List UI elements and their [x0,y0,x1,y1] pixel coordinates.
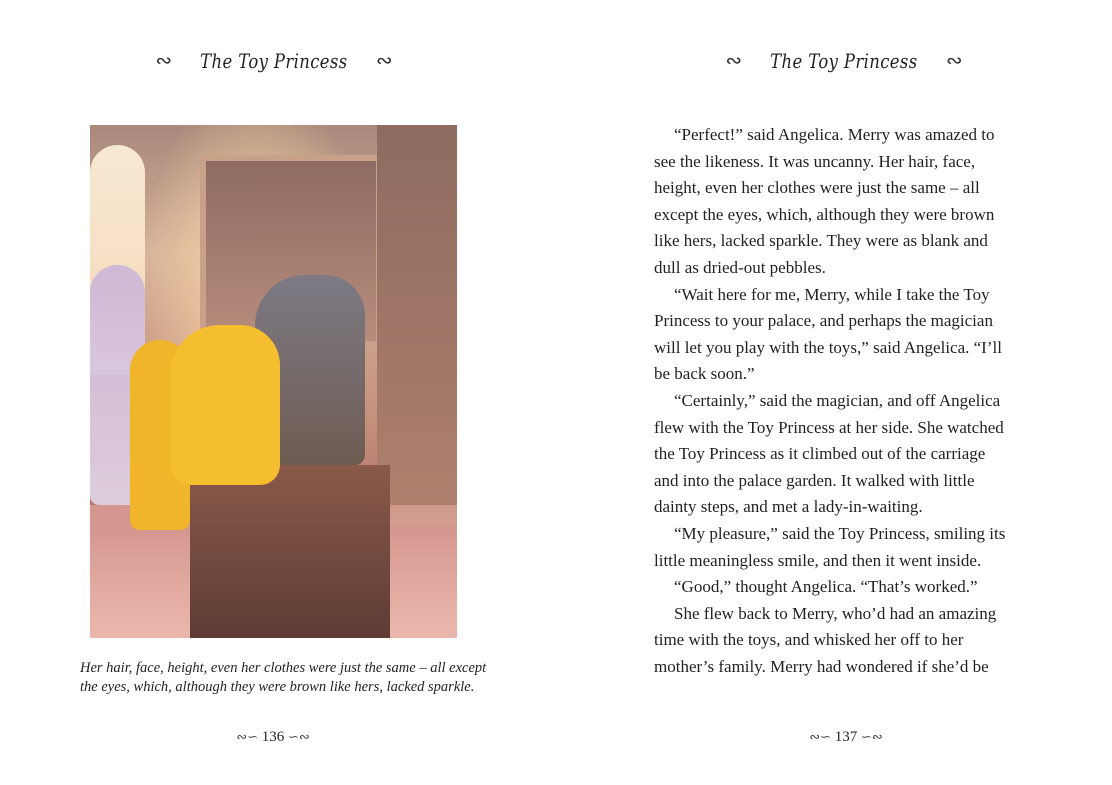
text-line: be back soon.” [654,364,755,384]
page-number-text: 136 [261,729,285,745]
flourish-icon: ∾∽ [809,729,831,744]
table [190,465,390,638]
text-line: see the likeness. It was uncanny. Her hair, face, [654,151,976,171]
text-line: flew with the Toy Princess at her side. She watched [654,417,1004,437]
text-line: Princess to your palace, and perhaps the magician [654,311,993,331]
running-title: The Toy Princess [770,48,918,73]
text-line: “Perfect!” said Angelica. Merry was amazed to [674,125,995,144]
text-line: height, even her clothes were just the same – all [654,178,980,198]
text-line: mother’s family. Merry had wondered if she’d be [654,656,989,676]
flourish-right-icon: ∾ [945,50,963,72]
running-header [566,48,1112,73]
flourish-left-icon: ∾ [155,50,173,72]
toy-princess-figure [170,325,280,485]
flourish-icon: ∾∽ [236,729,258,744]
illustration-caption [80,659,487,697]
text-line: dainty steps, and met a lady-in-waiting. [654,497,923,517]
text-line: “Wait here for me, Merry, while I take the Toy [674,284,990,304]
right-page [556,0,1112,785]
text-line: “Good,” thought Angelica. “That’s worked.” [674,577,978,597]
text-line: will let you play with the toys,” said Angelica. “I’ll [654,337,1002,357]
running-title: The Toy Princess [200,48,348,73]
page-number [0,729,551,746]
text-line: “My pleasure,” said the Toy Princess, smiling its [674,523,1006,543]
text-line: like hers, lacked sparkle. They were as blank and [654,231,988,251]
illustration [90,125,457,638]
text-line: the Toy Princess as it climbed out of the carriage [654,444,986,464]
text-line: time with the toys, and whisked her off to her [654,630,964,650]
flourish-icon: ∽∾ [861,729,883,744]
text-line: except the eyes, which, although they were brown [654,204,995,224]
flourish-icon: ∽∾ [288,729,310,744]
caption-line: the eyes, which, although they were brown like hers, lacked sparkle. [80,679,475,695]
flourish-left-icon: ∾ [725,50,743,72]
text-line: dull as dried-out pebbles. [654,257,826,277]
page-number [568,729,1112,746]
flourish-right-icon: ∾ [375,50,393,72]
text-line: She flew back to Merry, who’d had an amazing [674,603,997,623]
page-number-text: 137 [834,729,858,745]
text-line: little meaningless smile, and then it went inside. [654,550,982,570]
text-line: “Certainly,” said the magician, and off Angelica [674,390,1001,410]
body-text [654,122,1034,680]
running-header [0,48,552,73]
caption-line: Her hair, face, height, even her clothes were just the same – all except [80,660,487,676]
text-line: and into the palace garden. It walked with little [654,470,975,490]
